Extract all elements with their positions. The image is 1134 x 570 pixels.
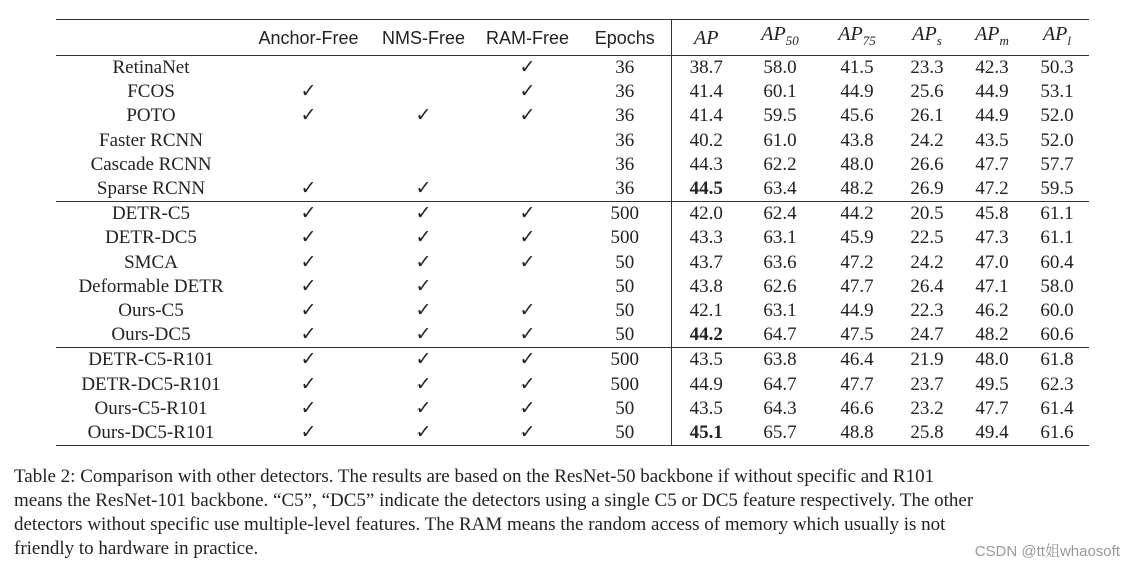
metric-cell: 44.9 — [689, 373, 723, 395]
epochs-cell: 500 — [579, 372, 671, 396]
header-row — [56, 20, 1089, 56]
metric-cell: 42.1 — [689, 299, 723, 321]
column-header: RAM-Free — [476, 20, 579, 56]
metric-cell: 48.2 — [959, 323, 1025, 348]
table-row — [56, 226, 1089, 250]
metric-cell: 26.1 — [910, 105, 944, 127]
metric-cell: 44.2 — [671, 323, 741, 348]
caption-line: means the ResNet-101 backbone. “C5”, “DC5” indicate the detectors using a single C5 or DC5 feature respectively. The other — [14, 490, 974, 511]
ap-column-header — [1025, 20, 1089, 56]
check-mark: ✓ — [415, 203, 432, 225]
check-mark: ✓ — [415, 227, 432, 249]
check-mark — [371, 153, 476, 177]
check-mark — [476, 153, 579, 177]
metric-cell: 24.2 — [910, 251, 944, 273]
check-mark: ✓ — [300, 227, 317, 249]
column-header: Epochs — [579, 20, 671, 56]
metric-cell: 46.4 — [840, 349, 874, 371]
metric-cell: 44.9 — [975, 105, 1009, 127]
table-row — [56, 80, 1089, 104]
method-name: FCOS — [127, 81, 175, 103]
check-mark: ✓ — [300, 397, 317, 419]
ap-header-subscript: s — [936, 33, 942, 48]
metric-cell: 43.3 — [689, 227, 723, 249]
metric-cell: 60.6 — [1025, 323, 1089, 348]
metric-cell: 44.5 — [671, 177, 741, 202]
metric-cell: 64.7 — [763, 373, 797, 395]
metric-cell: 21.9 — [910, 349, 944, 371]
check-mark: ✓ — [415, 373, 432, 395]
epochs-cell: 50 — [579, 323, 671, 348]
check-mark: ✓ — [519, 251, 536, 273]
epochs-cell: 50 — [579, 251, 671, 275]
metric-cell: 59.5 — [1025, 177, 1089, 202]
table-row — [56, 275, 1089, 299]
check-mark: ✓ — [300, 373, 317, 395]
check-mark: ✓ — [300, 275, 317, 297]
metric-cell: 22.3 — [910, 299, 944, 321]
metric-cell: 23.2 — [910, 397, 944, 419]
comparison-table — [56, 19, 1089, 446]
method-name: Cascade RCNN — [90, 153, 212, 175]
ap-header-subscript: m — [999, 33, 1009, 48]
check-mark: ✓ — [415, 397, 432, 419]
table-row — [56, 129, 1089, 153]
ap-header-base: AP — [975, 23, 1000, 45]
metric-cell: 60.0 — [1040, 299, 1074, 321]
check-mark: ✓ — [519, 105, 536, 127]
check-mark: ✓ — [519, 81, 536, 103]
metric-cell: 45.8 — [975, 203, 1009, 225]
metric-cell: 44.9 — [975, 81, 1009, 103]
epochs-cell: 50 — [579, 299, 671, 323]
metric-cell: 59.5 — [763, 105, 797, 127]
check-mark — [476, 177, 579, 202]
metric-cell: 44.3 — [689, 153, 723, 175]
metric-cell: 24.7 — [895, 323, 959, 348]
ap-column-header — [895, 20, 959, 56]
ap-header-base: AP — [694, 26, 719, 49]
check-mark: ✓ — [519, 203, 536, 225]
check-mark: ✓ — [300, 81, 317, 103]
watermark: CSDN @tt姐whaosoft — [974, 543, 1120, 560]
epochs-cell: 36 — [579, 104, 671, 128]
metric-cell: 64.7 — [741, 323, 819, 348]
method-name: Deformable DETR — [78, 275, 224, 297]
epochs-cell: 500 — [579, 202, 671, 227]
check-mark: ✓ — [519, 349, 536, 371]
metric-cell: 61.1 — [1040, 227, 1074, 249]
column-header: NMS-Free — [371, 20, 476, 56]
metric-cell: 44.9 — [840, 299, 874, 321]
metric-cell: 26.9 — [895, 177, 959, 202]
metric-cell: 47.5 — [819, 323, 895, 348]
epochs-cell: 50 — [579, 421, 671, 446]
epochs-cell: 36 — [579, 56, 671, 81]
metric-cell: 60.4 — [1040, 251, 1074, 273]
metric-cell: 41.5 — [840, 57, 874, 79]
ap-column-header — [959, 20, 1025, 56]
check-mark: ✓ — [371, 177, 476, 202]
check-mark — [246, 56, 371, 81]
method-name: Sparse RCNN — [56, 177, 246, 202]
check-mark: ✓ — [519, 57, 536, 79]
epochs-cell: 50 — [579, 275, 671, 299]
metric-cell: 47.3 — [975, 227, 1009, 249]
metric-cell: 64.3 — [763, 397, 797, 419]
check-mark: ✓ — [300, 299, 317, 321]
metric-cell: 41.4 — [689, 105, 723, 127]
metric-cell: 48.2 — [819, 177, 895, 202]
metric-cell: 65.7 — [741, 421, 819, 446]
ap-header-base: AP — [761, 23, 786, 45]
method-name: Ours-DC5 — [56, 323, 246, 348]
metric-cell: 42.0 — [689, 203, 723, 225]
column-header — [56, 20, 246, 56]
table-row — [56, 153, 1089, 177]
check-mark — [371, 80, 476, 104]
caption-line: Table 2: Comparison with other detectors. The results are based on the ResNet-50 backbone if without specific and R101 — [14, 466, 935, 487]
metric-cell: 40.2 — [689, 129, 723, 151]
metric-cell: 23.7 — [910, 373, 944, 395]
caption-line: friendly to hardware in practice. — [14, 538, 259, 559]
metric-cell: 62.3 — [1040, 373, 1074, 395]
check-mark: ✓ — [300, 251, 317, 273]
metric-cell: 45.1 — [671, 421, 741, 446]
epochs-cell: 36 — [579, 80, 671, 104]
check-mark — [476, 275, 579, 299]
metric-cell: 25.6 — [910, 81, 944, 103]
metric-cell: 41.4 — [689, 81, 723, 103]
table-row — [56, 372, 1089, 396]
check-mark: ✓ — [476, 323, 579, 348]
metric-cell: 44.9 — [840, 81, 874, 103]
metric-cell: 48.8 — [819, 421, 895, 446]
epochs-cell: 36 — [579, 129, 671, 153]
metric-cell: 23.3 — [910, 57, 944, 79]
metric-cell: 47.2 — [959, 177, 1025, 202]
metric-cell: 49.5 — [975, 373, 1009, 395]
metric-cell: 61.8 — [1040, 349, 1074, 371]
metric-cell: 63.1 — [763, 299, 797, 321]
metric-cell: 61.1 — [1040, 203, 1074, 225]
metric-cell: 24.2 — [910, 129, 944, 151]
metric-cell: 61.4 — [1040, 397, 1074, 419]
metric-cell: 47.7 — [975, 153, 1009, 175]
table-header — [56, 20, 1089, 56]
metric-cell: 43.8 — [689, 275, 723, 297]
check-mark — [371, 56, 476, 81]
metric-cell: 48.0 — [975, 349, 1009, 371]
check-mark — [246, 153, 371, 177]
epochs-cell: 36 — [579, 177, 671, 202]
metric-cell: 53.1 — [1040, 81, 1074, 103]
metric-cell: 46.6 — [840, 397, 874, 419]
metric-cell: 46.2 — [975, 299, 1009, 321]
metric-cell: 60.1 — [763, 81, 797, 103]
metric-cell: 52.0 — [1040, 129, 1074, 151]
ap-column-header — [741, 20, 819, 56]
table-row — [56, 177, 1089, 202]
ap-header-base: AP — [912, 23, 937, 45]
ap-column-header — [819, 20, 895, 56]
table-row — [56, 299, 1089, 323]
method-name: DETR-DC5-R101 — [81, 373, 221, 395]
metric-cell: 47.7 — [975, 397, 1009, 419]
column-header: Anchor-Free — [246, 20, 371, 56]
metric-cell: 48.0 — [840, 153, 874, 175]
metric-cell: 61.0 — [763, 129, 797, 151]
metric-cell: 63.8 — [763, 349, 797, 371]
metric-cell: 63.6 — [763, 251, 797, 273]
table-row — [56, 56, 1089, 81]
method-name: Ours-C5 — [118, 299, 184, 321]
metric-cell: 25.8 — [895, 421, 959, 446]
ap-header-base: AP — [1042, 23, 1068, 45]
metric-cell: 62.4 — [763, 203, 797, 225]
check-mark: ✓ — [371, 323, 476, 348]
method-name: DETR-C5 — [111, 203, 191, 225]
metric-cell: 45.6 — [840, 105, 874, 127]
metric-cell: 63.4 — [741, 177, 819, 202]
method-name: DETR-C5-R101 — [88, 349, 214, 371]
metric-cell: 42.3 — [975, 57, 1009, 79]
method-name: Ours-DC5-R101 — [56, 421, 246, 446]
epochs-cell: 50 — [579, 397, 671, 421]
metric-cell: 47.7 — [840, 373, 874, 395]
method-name: Faster RCNN — [99, 129, 203, 151]
metric-cell: 47.1 — [975, 275, 1009, 297]
metric-cell: 62.2 — [763, 153, 797, 175]
check-mark: ✓ — [519, 373, 536, 395]
metric-cell: 47.7 — [840, 275, 874, 297]
metric-cell: 26.6 — [910, 153, 944, 175]
check-mark: ✓ — [415, 105, 432, 127]
ap-header-subscript: 50 — [785, 33, 799, 48]
metric-cell: 38.7 — [689, 57, 723, 79]
table-row — [56, 323, 1089, 348]
check-mark: ✓ — [415, 349, 432, 371]
metric-cell: 49.4 — [959, 421, 1025, 446]
metric-cell: 43.7 — [689, 251, 723, 273]
check-mark: ✓ — [476, 421, 579, 446]
check-mark — [371, 129, 476, 153]
ap-header-subscript: l — [1067, 33, 1072, 48]
table-group — [56, 202, 1089, 348]
metric-cell: 58.0 — [763, 57, 797, 79]
check-mark — [476, 129, 579, 153]
metric-cell: 47.0 — [975, 251, 1009, 273]
table-row — [56, 397, 1089, 421]
check-mark: ✓ — [300, 349, 317, 371]
metric-cell: 63.1 — [763, 227, 797, 249]
metric-cell: 57.7 — [1040, 153, 1074, 175]
metric-cell: 43.8 — [840, 129, 874, 151]
metric-cell: 58.0 — [1040, 275, 1074, 297]
ap-column-header — [671, 20, 741, 56]
epochs-cell: 500 — [579, 348, 671, 373]
check-mark: ✓ — [246, 323, 371, 348]
check-mark: ✓ — [371, 421, 476, 446]
table-caption — [14, 465, 1122, 561]
caption-line: detectors without specific use multiple-level features. The RAM means the random access of memory which usually is not — [14, 514, 946, 535]
ap-header-base: AP — [838, 23, 863, 45]
method-name: SMCA — [124, 251, 178, 273]
metric-cell: 61.6 — [1025, 421, 1089, 446]
method-name: POTO — [126, 105, 176, 127]
table-row — [56, 251, 1089, 275]
check-mark: ✓ — [246, 421, 371, 446]
check-mark: ✓ — [246, 177, 371, 202]
ap-header-subscript: 75 — [862, 33, 876, 48]
check-mark: ✓ — [415, 251, 432, 273]
metric-cell: 22.5 — [910, 227, 944, 249]
table-row — [56, 202, 1089, 227]
metric-cell: 52.0 — [1040, 105, 1074, 127]
method-name: DETR-DC5 — [105, 227, 197, 249]
table-group — [56, 56, 1089, 202]
metric-cell: 62.6 — [763, 275, 797, 297]
metric-cell: 50.3 — [1040, 57, 1074, 79]
check-mark: ✓ — [300, 105, 317, 127]
check-mark — [246, 129, 371, 153]
check-mark: ✓ — [415, 275, 432, 297]
metric-cell: 43.5 — [689, 397, 723, 419]
check-mark: ✓ — [300, 203, 317, 225]
table-row — [56, 348, 1089, 373]
check-mark: ✓ — [519, 397, 536, 419]
metric-cell: 45.9 — [840, 227, 874, 249]
metric-cell: 44.2 — [840, 203, 874, 225]
metric-cell: 43.5 — [975, 129, 1009, 151]
table-row — [56, 104, 1089, 128]
epochs-cell: 36 — [579, 153, 671, 177]
metric-cell: 43.5 — [689, 349, 723, 371]
table-group — [56, 348, 1089, 446]
metric-cell: 20.5 — [910, 203, 944, 225]
check-mark: ✓ — [415, 299, 432, 321]
check-mark: ✓ — [519, 299, 536, 321]
check-mark: ✓ — [519, 227, 536, 249]
method-name: RetinaNet — [112, 57, 190, 79]
metric-cell: 47.2 — [840, 251, 874, 273]
table-row — [56, 421, 1089, 446]
metric-cell: 26.4 — [910, 275, 944, 297]
epochs-cell: 500 — [579, 226, 671, 250]
method-name: Ours-C5-R101 — [94, 397, 208, 419]
